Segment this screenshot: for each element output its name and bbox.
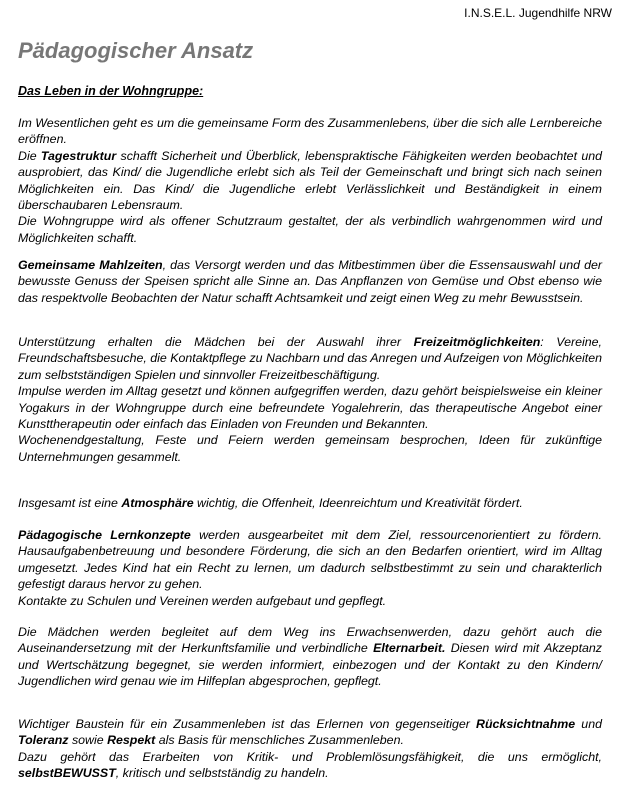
paragraph-tagestruktur — [18, 148, 602, 214]
bold-term-respekt: Respekt — [107, 733, 156, 748]
text-fragment: Die Mädchen werden begleitet auf dem Weg ins Erwachsenwerden, dazu gehört auch die Auseinandersetzung mit der Herkunftsfamilie und verbindliche — [18, 625, 602, 656]
paragraph-mahlzeiten-text — [18, 257, 602, 306]
bold-term-atmosphaere: Atmosphäre — [121, 496, 194, 510]
text-fragment: als Basis für menschliches Zusammenleben. — [155, 733, 404, 748]
text-fragment: , das Versorgt werden und das Mitbestimmen über die Essensauswahl und der bewusste Genuss der Speisen spricht alle Sinne an. Das Anpflanzen von Gemüse und Obst ebenso wie das respektvolle Beobachten der Natur schafft Achtsamkeit und zeigt einen Weg zu mehr Bewusstsein. — [18, 258, 602, 305]
text-fragment: Dazu gehört das Erarbeiten von Kritik- und Problemlösungsfähigkeit, die uns ermöglicht, — [18, 749, 602, 764]
text-fragment: Diesen wird mit Akzeptanz und Wertschätzung begegnet, sie werden informiert, einbezogen und der Kontakt zu den Kindern/ Jugendlichen wird genau wie im Hilfeplan abgesprochen, gepflegt. — [18, 641, 602, 689]
bold-term-lernkonzepte: Pädagogische Lernkonzepte — [18, 528, 191, 542]
paragraph-elternarbeit — [18, 624, 602, 690]
paragraph-impulse: Impulse werden im Alltag gesetzt und können aufgegriffen werden, dazu gehört beispielsweise ein kleiner Yogakurs in der Wohngruppe durch eine befreundete Yogalehrerin, das therapeutische Angebot einer Kunsttherapeutin oder einfach das Einladen von Freunden und Bekannten. — [18, 384, 602, 432]
text-fragment: Die — [18, 148, 41, 163]
paragraph-baustein — [18, 716, 602, 782]
text-fragment: : Vereine, Freundschaftsbesuche, die Kontaktpflege zu Nachbarn und das Anregen und Aufzeigen von Möglichkeiten zum selbstständigen Spielen und sinnvoller Freizeitbeschäftigung. — [18, 335, 602, 382]
paragraph-mahlzeiten — [18, 257, 602, 306]
paragraph-wesentlichen — [18, 115, 602, 246]
paragraph-kontakte: Kontakte zu Schulen und Vereinen werden aufgebaut und gepflegt. — [18, 593, 387, 608]
paragraph-elternarbeit-text — [18, 624, 602, 690]
paragraph-freizeit — [18, 334, 602, 465]
paragraph-atmosphaere — [18, 495, 602, 511]
text-fragment: sowie — [68, 733, 108, 748]
bold-term-tagestruktur: Tagestruktur — [40, 148, 117, 163]
text-fragment: wichtig, die Offenheit, Ideenreichtum und Kreativität fördert. — [193, 496, 523, 510]
paragraph-lernkonzepte-text — [18, 527, 602, 593]
text-fragment: Wichtiger Baustein für ein Zusammenleben ist das Erlernen von gegenseitiger — [18, 717, 477, 731]
page-title: Pädagogischer Ansatz — [18, 38, 254, 63]
text-fragment: Insgesamt ist eine — [18, 496, 122, 510]
bold-term-elternarbeit: Elternarbeit. — [373, 641, 446, 656]
text-fragment: und — [575, 717, 602, 731]
text-fragment: schafft Sicherheit und Überblick, lebenspraktische Fähigkeiten werden beobachtet und ausprobiert, das Kind/ die Jugendliche erlebt sich als Teil der Gemeinschaft und bringt sich nach seinen Möglichkeiten ein. Das Kind/ die Jugendliche erlebt Verlässlichkeit und Beständigkeit in einem überschaubaren Lebensraum. — [18, 148, 602, 213]
paragraph-schutzraum: Die Wohngruppe wird als offener Schutzraum gestaltet, der als verbindlich wahrgenommen wird und Möglichkeiten schafft. — [18, 214, 602, 245]
paragraph-intro: Im Wesentlichen geht es um die gemeinsame Form des Zusammenlebens, über die sich alle Lernbereiche eröffnen. — [18, 116, 602, 147]
bold-term-freizeit: Freizeitmöglichkeiten — [413, 335, 541, 349]
paragraph-baustein-text — [18, 716, 602, 749]
bold-term-selbstbewusst: selbstBEWUSST — [18, 766, 116, 781]
paragraph-lernkonzepte — [18, 527, 602, 609]
text-fragment: Unterstützung erhalten die Mädchen bei der Auswahl ihrer — [18, 335, 414, 349]
paragraph-wochenende: Wochenendgestaltung, Feste und Feiern werden gemeinsam besprochen, Ideen für zukünftige Unternehmungen gesammelt. — [18, 433, 602, 464]
paragraph-kritik — [18, 749, 602, 782]
header-organization: I.N.S.E.L. Jugendhilfe NRW — [464, 6, 612, 20]
bold-term-mahlzeiten: Gemeinsame Mahlzeiten — [18, 258, 163, 272]
section-subtitle: Das Leben in der Wohngruppe: — [18, 84, 204, 98]
text-fragment: , kritisch und selbstständig zu handeln. — [115, 766, 329, 781]
bold-term-ruecksichtnahme: Rücksichtnahme — [476, 717, 576, 731]
text-fragment: werden ausgearbeitet mit dem Ziel, ressourcenorientiert zu fördern. Hausaufgabenbetreuung und besondere Förderung, die sich an den Bedarfen orientiert, wird im Alltag umgesetzt. Jedes Kind hat ein Recht zu lernen, um dadurch selbstbestimmt zu sein und charakterlich gefestigt daraus hervor zu gehen. — [18, 528, 602, 592]
paragraph-atmosphaere-text — [18, 495, 602, 511]
paragraph-freizeit-intro — [18, 334, 602, 383]
bold-term-toleranz: Toleranz — [18, 733, 69, 748]
